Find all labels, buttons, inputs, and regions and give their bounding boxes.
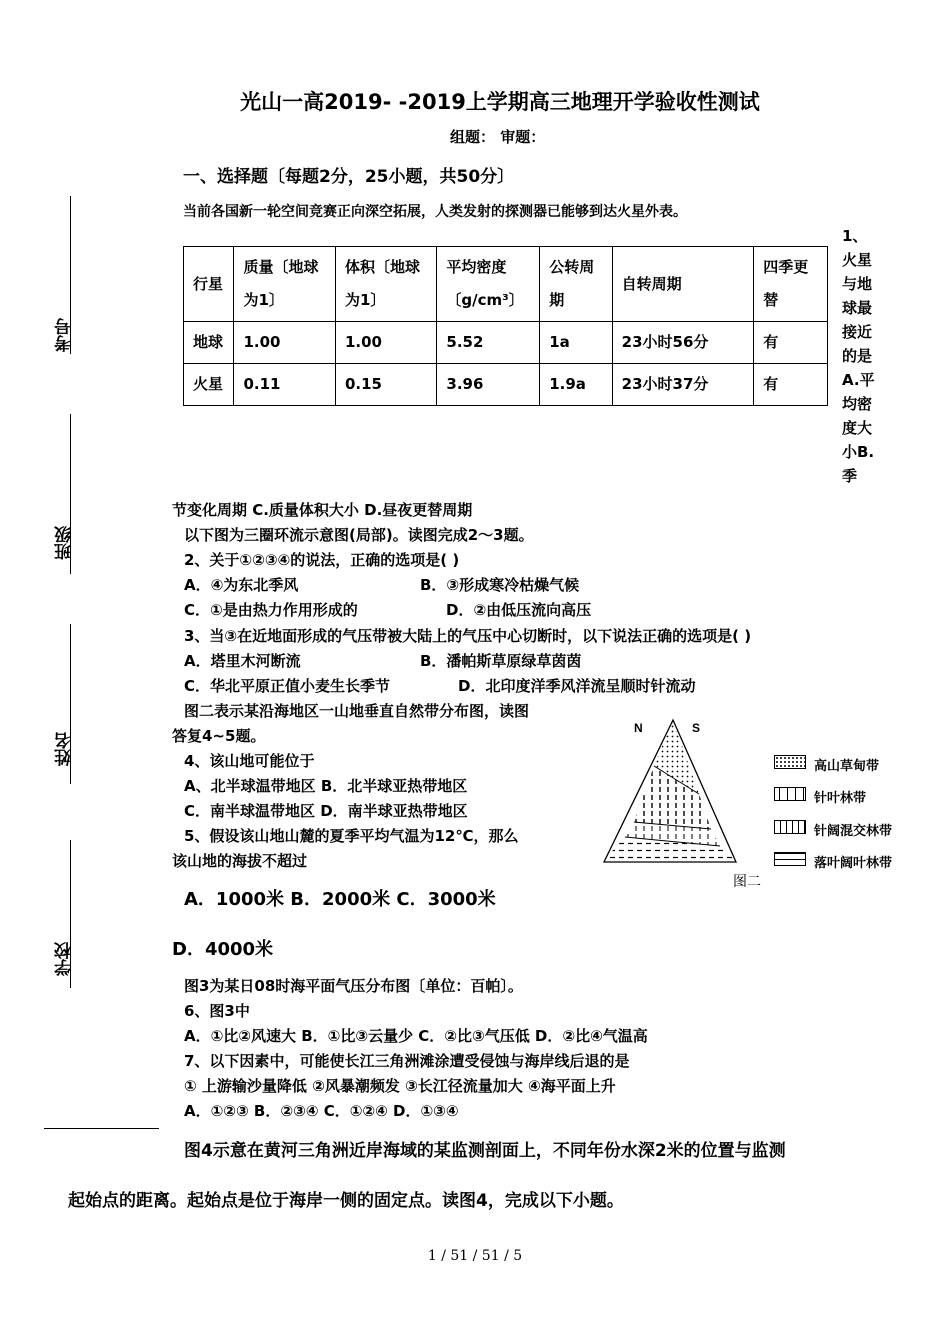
question-4: 4、该山地可能位于 [184,752,315,770]
question-2-option-c: C．①是由热力作用形成的 [184,601,358,619]
question-5-options-abc: A．1000米 B．2000米 C．3000米 [184,889,496,910]
question-3-option-c: C．华北平原正值小麦生长季节 [184,677,391,695]
table-header: 自转周期 [612,247,754,322]
question-5: 5、假设该山地山麓的夏季平均气温为12℃，那么 [184,827,519,845]
question-6-intro: 图3为某日08时海平面气压分布图〔单位：百帕〕。 [184,977,523,995]
table-cell: 0.15 [335,364,436,406]
figure-4-intro-cont: 起始点的距离。起始点是位于海岸一侧的固定点。读图4，完成以下小题。 [68,1191,624,1211]
question-2-option-d: D．②由低压流向高压 [446,601,592,619]
question-3: 3、当③在近地面形成的气压带被大陆上的气压中心切断时，以下说法正确的选项是( ) [184,627,752,645]
table-cell: 1.00 [335,322,436,364]
planet-table [183,246,828,406]
question-1-options: 节变化周期 C.质量体积大小 D.昼夜更替周期 [172,501,473,519]
table-cell: 0.11 [234,364,335,406]
table-cell: 1.00 [234,322,335,364]
figure-caption: 图二 [733,874,761,890]
questions-4-5-intro-cont: 答复4~5题。 [172,727,266,745]
legend-coniferous: 针叶林带 [814,791,867,806]
section-heading: 一、选择题〔每题2分，25小题，共50分〕 [183,167,515,187]
exam-number-label: 考号 [55,318,75,352]
question-3-option-a: A．塔里木河断流 [184,652,301,670]
table-row [184,322,828,364]
question-5-option-d: D．4000米 [172,939,274,960]
question-3-option-d: D．北印度洋季风洋流呈顺时针流动 [458,677,696,695]
table-cell: 5.52 [437,322,540,364]
legend-mixed-forest: 针阔混交林带 [814,824,893,839]
question-7-options: A．①②③ B．②③④ C．①②④ D．①③④ [184,1102,459,1120]
table-cell: 1a [540,322,612,364]
school-label: 学校 [55,942,75,976]
south-label: S [692,721,701,735]
table-header: 平均密度〔g/cm³〕 [437,247,540,322]
table-header: 公转周期 [540,247,612,322]
page-title: 光山一高2019- -2019上学期高三地理开学验收性测试 [240,90,760,114]
figure-4-intro: 图4示意在黄河三角洲近岸海域的某监测剖面上，不同年份水深2米的位置与监测 [184,1141,786,1161]
question-2-option-b: B．③形成寒冷枯燥气候 [420,576,580,594]
table-header: 质量〔地球为1〕 [234,247,335,322]
question-4-options-cd: C．南半球温带地区 D．南半球亚热带地区 [184,802,468,820]
legend-swatch-alpine [774,755,806,769]
question-6-options: A．①比②风速大 B．①比③云量少 C．②比③气压低 D．②比④气温高 [184,1027,648,1045]
page-footer: 1 / 51 / 51 / 5 [427,1248,523,1264]
table-cell: 有 [754,322,828,364]
table-cell: 3.96 [437,364,540,406]
table-header: 体积〔地球为1〕 [335,247,436,322]
separator-line [44,1128,159,1129]
intro-text: 当前各国新一轮空间竞赛正向深空拓展，人类发射的探测器已能够到达火星外表。 [183,204,687,220]
subtitle: 组题： 审题： [450,128,546,146]
questions-4-5-intro: 图二表示某沿海地区一山地垂直自然带分布图，读图 [184,702,530,720]
name-label: 姓名 [55,732,75,766]
legend-deciduous: 落叶阔叶林带 [814,856,893,871]
north-label: N [634,721,643,735]
legend-swatch-deciduous [774,852,806,866]
table-cell: 23小时56分 [612,322,754,364]
legend-alpine-meadow: 高山草甸带 [814,759,880,774]
table-header: 四季更替 [754,247,828,322]
legend-swatch-mixed [774,820,806,834]
question-7-items: ① 上游输沙量降低 ②风暴潮频发 ③长江径流量加大 ④海平面上升 [184,1077,616,1095]
question-2-option-a: A．④为东北季风 [184,576,299,594]
question-1-side: 1、火星与地球最接近的是A.平均密度大小B.季 [842,227,875,485]
table-cell: 1.9a [540,364,612,406]
table-header-row [184,247,828,322]
question-4-options-ab: A、北半球温带地区 B．北半球亚热带地区 [184,777,468,795]
question-3-option-b: B．潘帕斯草原绿草茵茵 [420,652,582,670]
question-6: 6、图3中 [184,1002,250,1020]
table-cell: 有 [754,364,828,406]
table-row [184,364,828,406]
question-5-cont: 该山地的海拔不超过 [172,852,308,870]
table-cell: 23小时37分 [612,364,754,406]
questions-2-3-intro: 以下图为三圈环流示意图(局部)。读图完成2～3题。 [184,526,534,544]
table-header: 行星 [184,247,234,322]
table-cell: 地球 [184,322,234,364]
question-2: 2、关于①②③④的说法，正确的选项是( ) [184,551,460,569]
table-cell: 火星 [184,364,234,406]
legend-swatch-coniferous [774,787,806,801]
class-label: 班级 [55,526,75,560]
question-7: 7、以下因素中，可能使长江三角洲滩涂遭受侵蚀与海岸线后退的是 [184,1052,630,1070]
